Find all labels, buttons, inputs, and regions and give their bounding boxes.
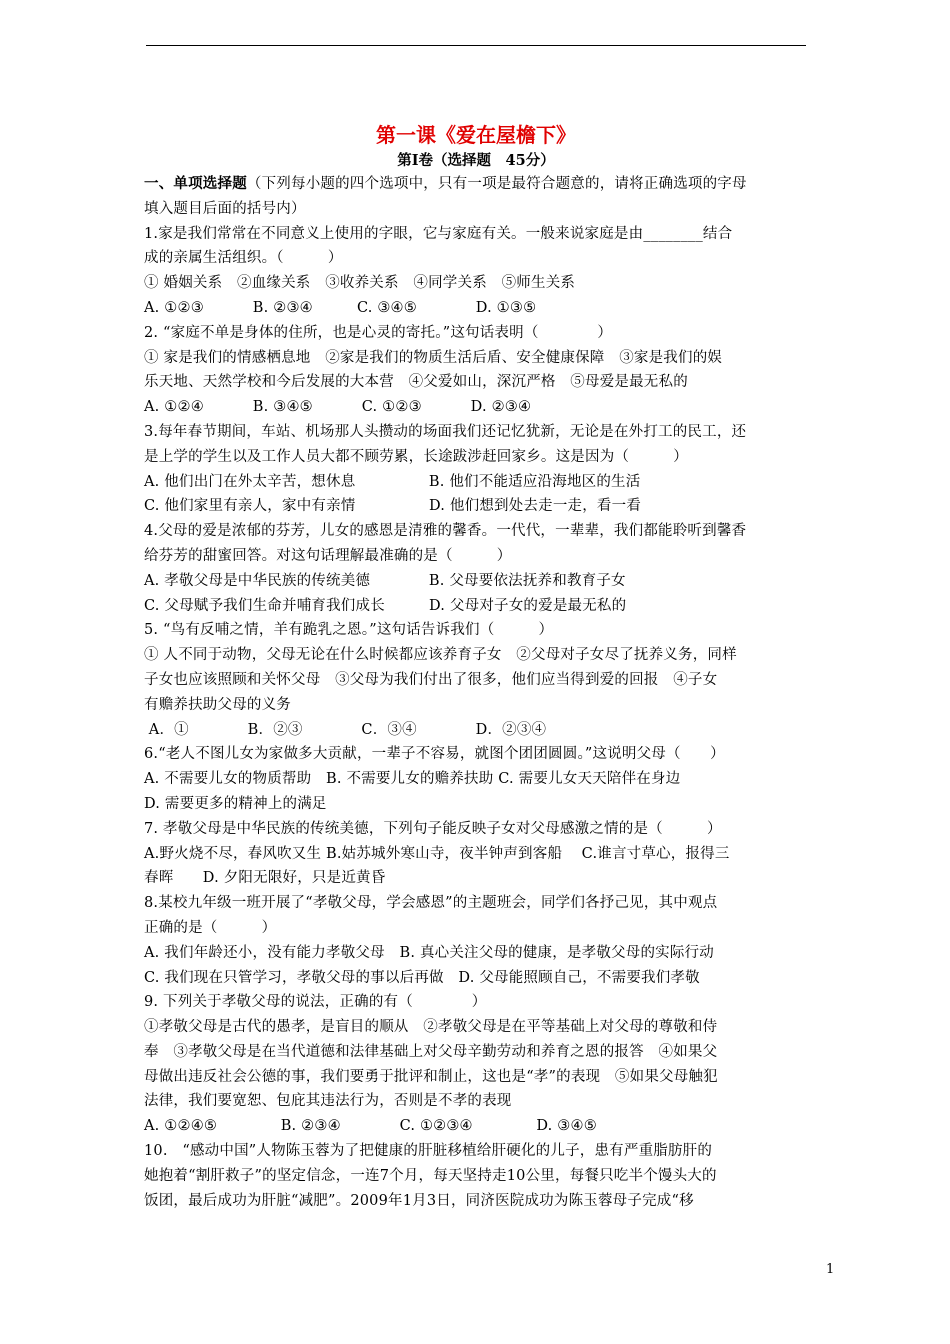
- text-line: A.野火烧不尽，春风吹又生 B.姑苏城外寒山寺，夜半钟声到客船 C.谁言寸草心，报得三: [144, 845, 730, 862]
- text-line: 7. 孝敬父母是中华民族的传统美德，下列句子能反映子女对父母感激之情的是（ ）: [144, 820, 722, 837]
- page-title: 第一课《爱在屋檐下》: [376, 123, 576, 147]
- document-body: [144, 120, 808, 1213]
- text-line: 2. “家庭不单是身体的住所，也是心灵的寄托。”这句话表明（ ）: [144, 324, 613, 341]
- page-number: 1: [826, 1262, 835, 1277]
- text-line: C. 他们家里有亲人，家中有亲情 D. 他们想到处去走一走，看一看: [144, 498, 642, 515]
- instruction-text: （下列每小题的四个选项中，只有一项是最符合题意的，请将正确选项的字母: [246, 176, 747, 192]
- text-line: 法律，我们要宽恕、包庇其违法行为，否则是不孝的表现: [144, 1093, 512, 1110]
- text-line: 有赡养扶助父母的义务: [144, 696, 291, 713]
- text-line: 4.父母的爱是浓郁的芬芳，儿女的感恩是清雅的馨香。一代代，一辈辈，我们都能聆听到馨香: [144, 523, 747, 540]
- text-line: 奉 ③孝敬父母是在当代道德和法律基础上对父母辛勤劳动和养育之恩的报答 ④如果父: [144, 1043, 718, 1060]
- text-line: A. 孝敬父母是中华民族的传统美德 B. 父母要依法抚养和教育子女: [144, 572, 626, 589]
- text-line: ① 家是我们的情感栖息地 ②家是我们的物质生活后盾、安全健康保障 ③家是我们的娱: [144, 349, 723, 366]
- section-subtitle: 第Ⅰ卷（选择题 45分）: [397, 152, 555, 169]
- text-line: 是上学的学生以及工作人员大都不顾劳累，长途跋涉赶回家乡。这是因为（ ）: [144, 448, 688, 465]
- text-line: A. 不需要儿女的物质帮助 B. 不需要儿女的赡养扶助 C. 需要儿女天天陪伴在身边: [144, 771, 681, 788]
- text-line: 3.每年春节期间，车站、机场那人头攒动的场面我们还记忆犹新，无论是在外打工的民工，还: [144, 423, 747, 440]
- header-rule: [146, 45, 806, 46]
- text-line: C. 我们现在只管学习，孝敬父母的事以后再做 D. 父母能照顾自己，不需要我们孝敬: [144, 969, 700, 986]
- text-line: A. ①②④ B. ③④⑤ C. ①②③ D. ②③④: [144, 399, 532, 416]
- text-line: 成的亲属生活组织。（ ）: [144, 250, 343, 267]
- text-line: 她抱着“割肝救子”的坚定信念，一连7个月，每天坚持走10公里，每餐只吃半个馒头大的: [144, 1167, 717, 1184]
- text-line: 1.家是我们常常在不同意义上使用的字眼，它与家庭有关。一般来说家庭是由________结合: [144, 225, 733, 242]
- text-line: A．① B．②③ C．③④ D．②③④: [144, 721, 547, 738]
- text-line: 饭团，最后成功为肝脏“减肥”。2009年1月3日，同济医院成功为陈玉蓉母子完成“移: [144, 1192, 694, 1209]
- text-line: A. 他们出门在外太辛苦，想休息 B. 他们不能适应沿海地区的生活: [144, 473, 641, 490]
- text-line: ① 婚姻关系 ②血缘关系 ③收养关系 ④同学关系 ⑤师生关系: [144, 275, 576, 292]
- text-line: 春晖 D. 夕阳无限好，只是近黄昏: [144, 870, 386, 887]
- text-line: 填入题目后面的括号内）: [144, 200, 306, 217]
- text-line: 8.某校九年级一班开展了“孝敬父母，学会感恩”的主题班会，同学们各抒己见，其中观点: [144, 895, 718, 912]
- text-line: C. 父母赋予我们生命并哺育我们成长 D. 父母对子女的爱是最无私的: [144, 597, 627, 614]
- text-line: ①孝敬父母是古代的愚孝，是盲目的顺从 ②孝敬父母是在平等基础上对父母的尊敬和侍: [144, 1019, 718, 1036]
- text-line: 10. “感动中国”人物陈玉蓉为了把健康的肝脏移植给肝硬化的儿子，患有严重脂肪肝的: [144, 1143, 713, 1160]
- text-line: 9. 下列关于孝敬父母的说法，正确的有（ ）: [144, 994, 487, 1011]
- question-lines: [144, 197, 808, 1214]
- text-line: 母做出违反社会公德的事，我们要勇于批评和制止，这也是“孝”的表现 ⑤如果父母触犯: [144, 1068, 718, 1085]
- text-line: 正确的是（ ）: [144, 919, 277, 936]
- text-line: [144, 172, 808, 197]
- text-line: 5. “鸟有反哺之情，羊有跪乳之恩。”这句话告诉我们（ ）: [144, 622, 554, 639]
- text-line: D. 需要更多的精神上的满足: [144, 795, 327, 812]
- text-line: 乐天地、天然学校和今后发展的大本营 ④父爱如山，深沉严格 ⑤母爱是最无私的: [144, 374, 688, 391]
- text-line: 6.“老人不图儿女为家做多大贡献，一辈子不容易，就图个团团圆圆。”这说明父母（ ）: [144, 746, 725, 763]
- text-line: 给芬芳的甜蜜回答。对这句话理解最准确的是（ ）: [144, 547, 512, 564]
- text-line: A. ①②④⑤ B. ②③④ C. ①②③④ D. ③④⑤: [144, 1118, 597, 1135]
- text-line: A. ①②③ B. ②③④ C. ③④⑤ D. ①③⑤: [144, 299, 537, 316]
- text-line: 子女也应该照顾和关怀父母 ③父母为我们付出了很多，他们应当得到爱的回报 ④子女: [144, 671, 718, 688]
- section-heading: 一、单项选择题: [144, 175, 247, 192]
- text-line: A. 我们年龄还小，没有能力孝敬父母 B. 真心关注父母的健康，是孝敬父母的实际行动: [144, 944, 714, 961]
- text-line: ① 人不同于动物，父母无论在什么时候都应该养育子女 ②父母对子女尽了抚养义务，同样: [144, 647, 737, 664]
